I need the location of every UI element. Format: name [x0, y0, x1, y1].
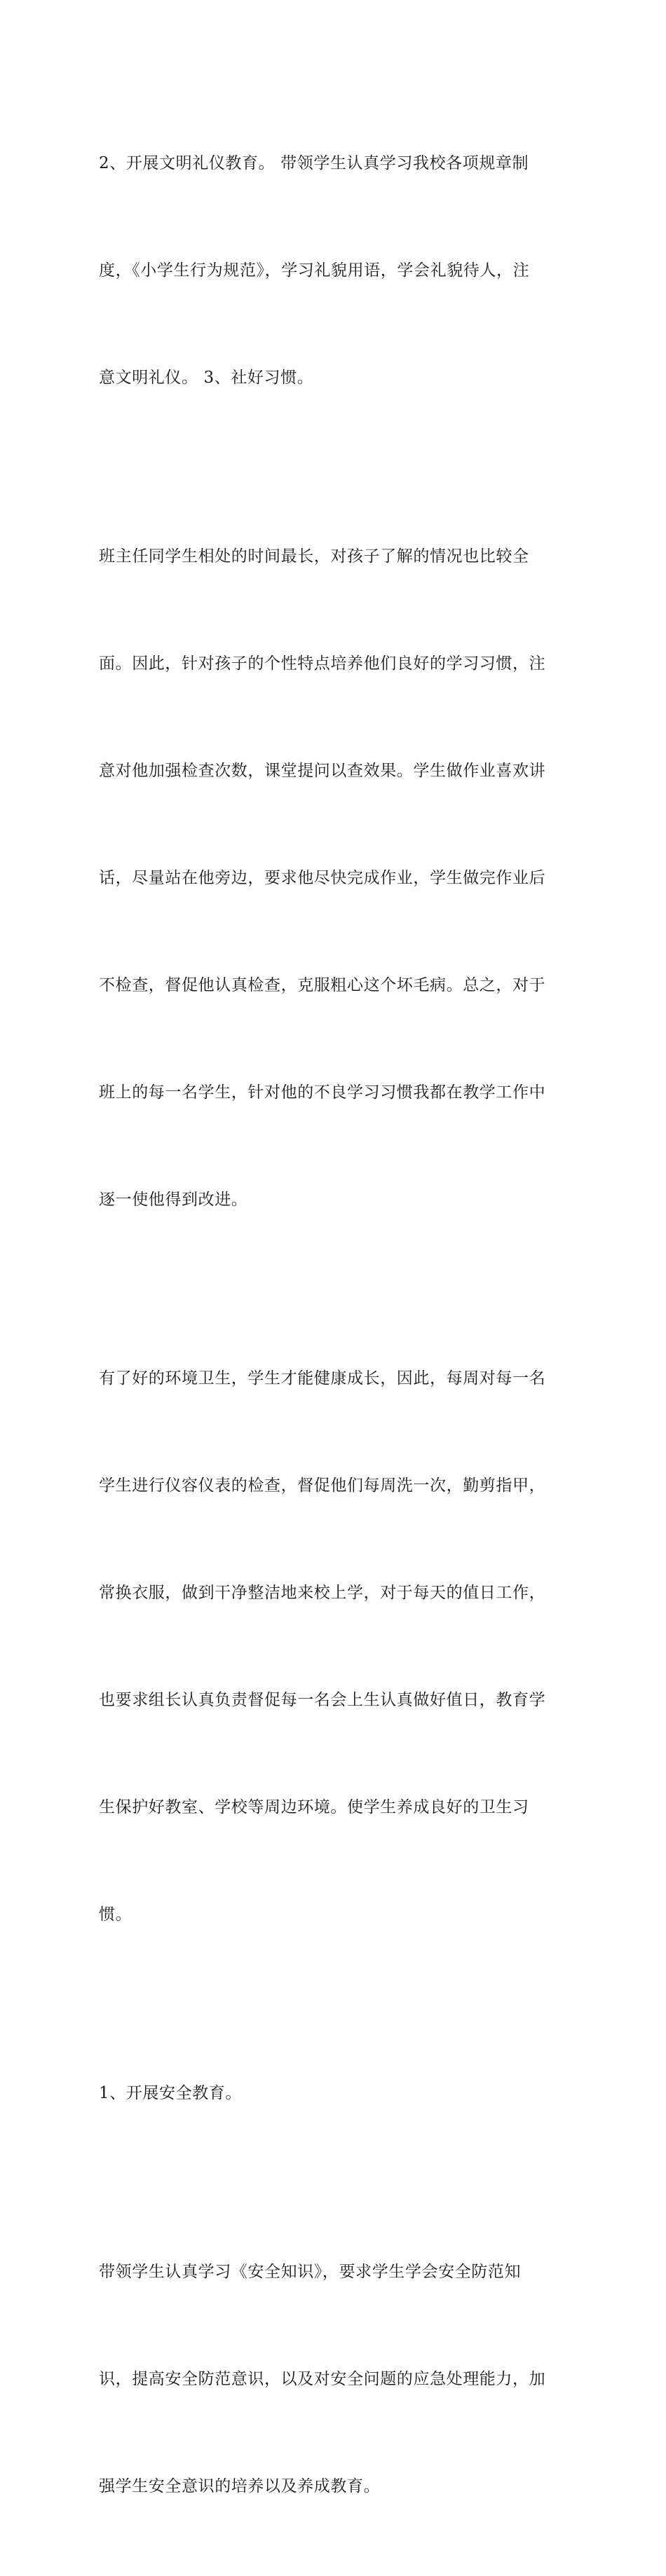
paragraph-safety-knowledge: [99, 2183, 570, 2576]
paragraph-hygiene: [99, 1289, 570, 2004]
text-line: 意文明礼仪。 3、社好习惯。: [99, 369, 314, 387]
section-heading-safety-education: [99, 2004, 570, 2183]
text-line: 逐一使他得到改进。: [99, 1191, 248, 1209]
text-line: 生保护好教室、学校等周边环境。使学生养成良好的卫生习: [99, 1798, 529, 1816]
text-line: 学生进行仪容仪表的检查，督促他们每周洗一次，勤剪指甲，: [99, 1477, 546, 1495]
text-line: 带领学生认真学习《安全知识》，要求学生学会安全防范知: [99, 2263, 522, 2281]
paragraph-etiquette-education: [99, 74, 570, 467]
text-line: 2、开展文明礼仪教育。 带领学生认真学习我校各项规章制: [99, 154, 529, 172]
paragraph-study-habits: [99, 467, 570, 1289]
text-line: 1、开展安全教育。: [99, 2084, 243, 2102]
text-line: 不检查，督促他认真检查，克服粗心这个坏毛病。总之，对于: [99, 976, 546, 994]
text-line: 班上的每一名学生，针对他的不良学习习惯我都在教学工作中: [99, 1083, 546, 1102]
document-body: [99, 74, 570, 2576]
text-line: 常换衣服，做到干净整洁地来校上学，对于每天的值日工作，: [99, 1584, 546, 1602]
text-line: 话，尽量站在他旁边，要求他尽快完成作业，学生做完作业后: [99, 869, 546, 887]
text-line: 识，提高安全防范意识，以及对安全问题的应急处理能力，加: [99, 2370, 546, 2388]
text-line: 强学生安全意识的培养以及养成教育。: [99, 2477, 381, 2495]
text-line: 也要求组长认真负责督促每一名会上生认真做好值日，教育学: [99, 1691, 546, 1709]
text-line: 意对他加强检查次数，课堂提问以查效果。学生做作业喜欢讲: [99, 762, 546, 780]
text-line: 惯。: [99, 1905, 132, 1924]
text-line: 班主任同学生相处的时间最长，对孩子了解的情况也比较全: [99, 547, 529, 566]
text-line: 度，《小学生行为规范》，学习礼貌用语，学会礼貌待人，注: [99, 261, 530, 280]
text-line: 有了好的环境卫生，学生才能健康成长，因此，每周对每一名: [99, 1369, 546, 1388]
text-line: 面。因此，针对孩子的个性特点培养他们良好的学习习惯，注: [99, 655, 546, 673]
